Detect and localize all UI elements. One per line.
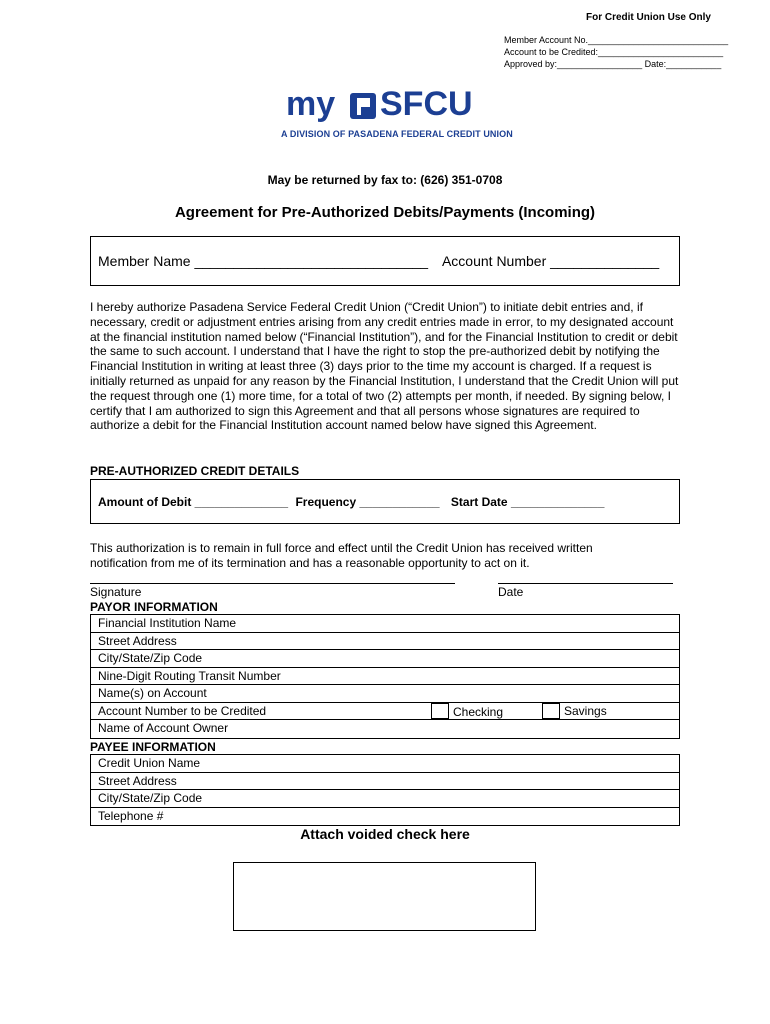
amount-of-debit-label: Amount of Debit	[98, 495, 192, 509]
payee-row-label: City/State/Zip Code	[98, 791, 203, 805]
member-name-field[interactable]: ______________________________	[194, 253, 429, 269]
payor-row-label: Name of Account Owner	[98, 721, 229, 735]
authorization-note	[90, 541, 593, 571]
attach-voided-check-label: Attach voided check here	[300, 826, 470, 842]
payor-row-financial-institution[interactable]	[91, 615, 679, 633]
payor-row-label: City/State/Zip Code	[98, 651, 203, 665]
payee-row-credit-union-name[interactable]	[91, 755, 679, 773]
payor-row-street-address[interactable]	[91, 633, 679, 651]
checking-checkbox[interactable]	[431, 703, 449, 719]
checking-label: Checking	[453, 704, 504, 719]
payor-row-label: Financial Institution Name	[98, 616, 237, 630]
credit-details-line	[98, 495, 604, 509]
form-title: Agreement for Pre-Authorized Debits/Payments (Incoming)	[174, 204, 596, 221]
payor-row-label: Account Number to be Credited	[98, 703, 267, 718]
payee-row-label: Credit Union Name	[98, 756, 201, 770]
payor-row-label: Street Address	[98, 633, 177, 648]
fax-return-note: May be returned by fax to: (626) 351-0708	[267, 173, 503, 187]
payor-row-label: Name(s) on Account	[98, 686, 207, 700]
payor-row-city-state-zip[interactable]	[91, 650, 679, 668]
start-date-label: Start Date	[450, 495, 508, 509]
logo-my-text: my	[286, 85, 336, 123]
date-label: Date	[498, 585, 524, 599]
logo-flag-icon	[350, 93, 376, 119]
mypsfcu-logo	[286, 85, 496, 130]
payor-row-label: Nine-Digit Routing Transit Number	[98, 668, 281, 683]
savings-label: Savings	[564, 703, 607, 718]
payee-row-label: Telephone #	[98, 808, 164, 823]
payee-row-label: Street Address	[98, 773, 177, 788]
start-date-field[interactable]: ______________	[510, 495, 605, 509]
date-line[interactable]	[498, 583, 673, 584]
signature-label: Signature	[90, 585, 142, 599]
payor-row-account-owner[interactable]	[91, 720, 679, 738]
logo-division-text: A DIVISION OF PASADENA FEDERAL CREDIT UNION	[281, 129, 513, 139]
frequency-field[interactable]: ____________	[359, 495, 440, 509]
payee-table	[90, 754, 680, 826]
account-number-field[interactable]: ______________	[550, 253, 660, 269]
authorization-paragraph: I hereby authorize Pasadena Service Federal Credit Union (“Credit Union”) to initiate debit entries and, if necessary, credit or adjustment entries arising from any credit entries made in error, to my designated account at the financial institution named below (“Financial Institution”), and for the Financial Institution to credit or debit the same to such account. I understand that I have the right to stop the pre-authorized debit by notifying the Financial Institution in writing at least three (3) days prior to the time my account is charged. If a request is initially returned as unpaid for any reason by the Financial Institution, I understand that the Credit Union will put the request through one (1) more time, for a total of two (2) attempts per month, if needed. By signing below, I certify that I am authorized to sign this Agreement and that all persons whose signatures are required to authorize a debit for the Financial Institution account named below have signed this Agreement.	[90, 300, 679, 433]
payor-heading: PAYOR INFORMATION	[90, 600, 218, 614]
account-number-label: Account Number	[441, 253, 547, 269]
authorization-note-line-2: notification from me of its termination and has a reasonable opportunity to act on it.	[90, 556, 530, 570]
savings-checkbox[interactable]	[542, 703, 560, 719]
frequency-label: Frequency	[295, 495, 357, 509]
member-info-line	[98, 253, 659, 269]
approved-by-date-field[interactable]: Approved by:_________________ Date:___________	[504, 59, 722, 69]
signature-line[interactable]	[90, 583, 455, 584]
member-account-no-field[interactable]: Member Account No.____________________________	[504, 35, 729, 45]
account-to-be-credited-field[interactable]: Account to be Credited:_________________________	[504, 47, 724, 57]
payor-row-names-on-account[interactable]	[91, 685, 679, 703]
payee-row-city-state-zip[interactable]	[91, 790, 679, 808]
credit-union-use-title: For Credit Union Use Only	[585, 12, 711, 23]
logo-sfcu-text: SFCU	[380, 85, 473, 123]
authorization-note-line-1: This authorization is to remain in full force and effect until the Credit Union has received written	[90, 541, 593, 555]
member-name-label: Member Name	[98, 253, 191, 269]
amount-of-debit-field[interactable]: ______________	[194, 495, 289, 509]
payee-row-telephone[interactable]	[91, 808, 679, 826]
payee-row-street-address[interactable]	[91, 773, 679, 791]
credit-details-heading: PRE-AUTHORIZED CREDIT DETAILS	[90, 464, 300, 478]
payor-row-routing-number[interactable]	[91, 668, 679, 686]
payor-row-account-number[interactable]	[91, 703, 679, 721]
logo-graphic	[286, 85, 496, 125]
voided-check-area[interactable]	[233, 862, 536, 931]
payor-table	[90, 614, 680, 739]
payee-heading: PAYEE INFORMATION	[90, 740, 216, 754]
